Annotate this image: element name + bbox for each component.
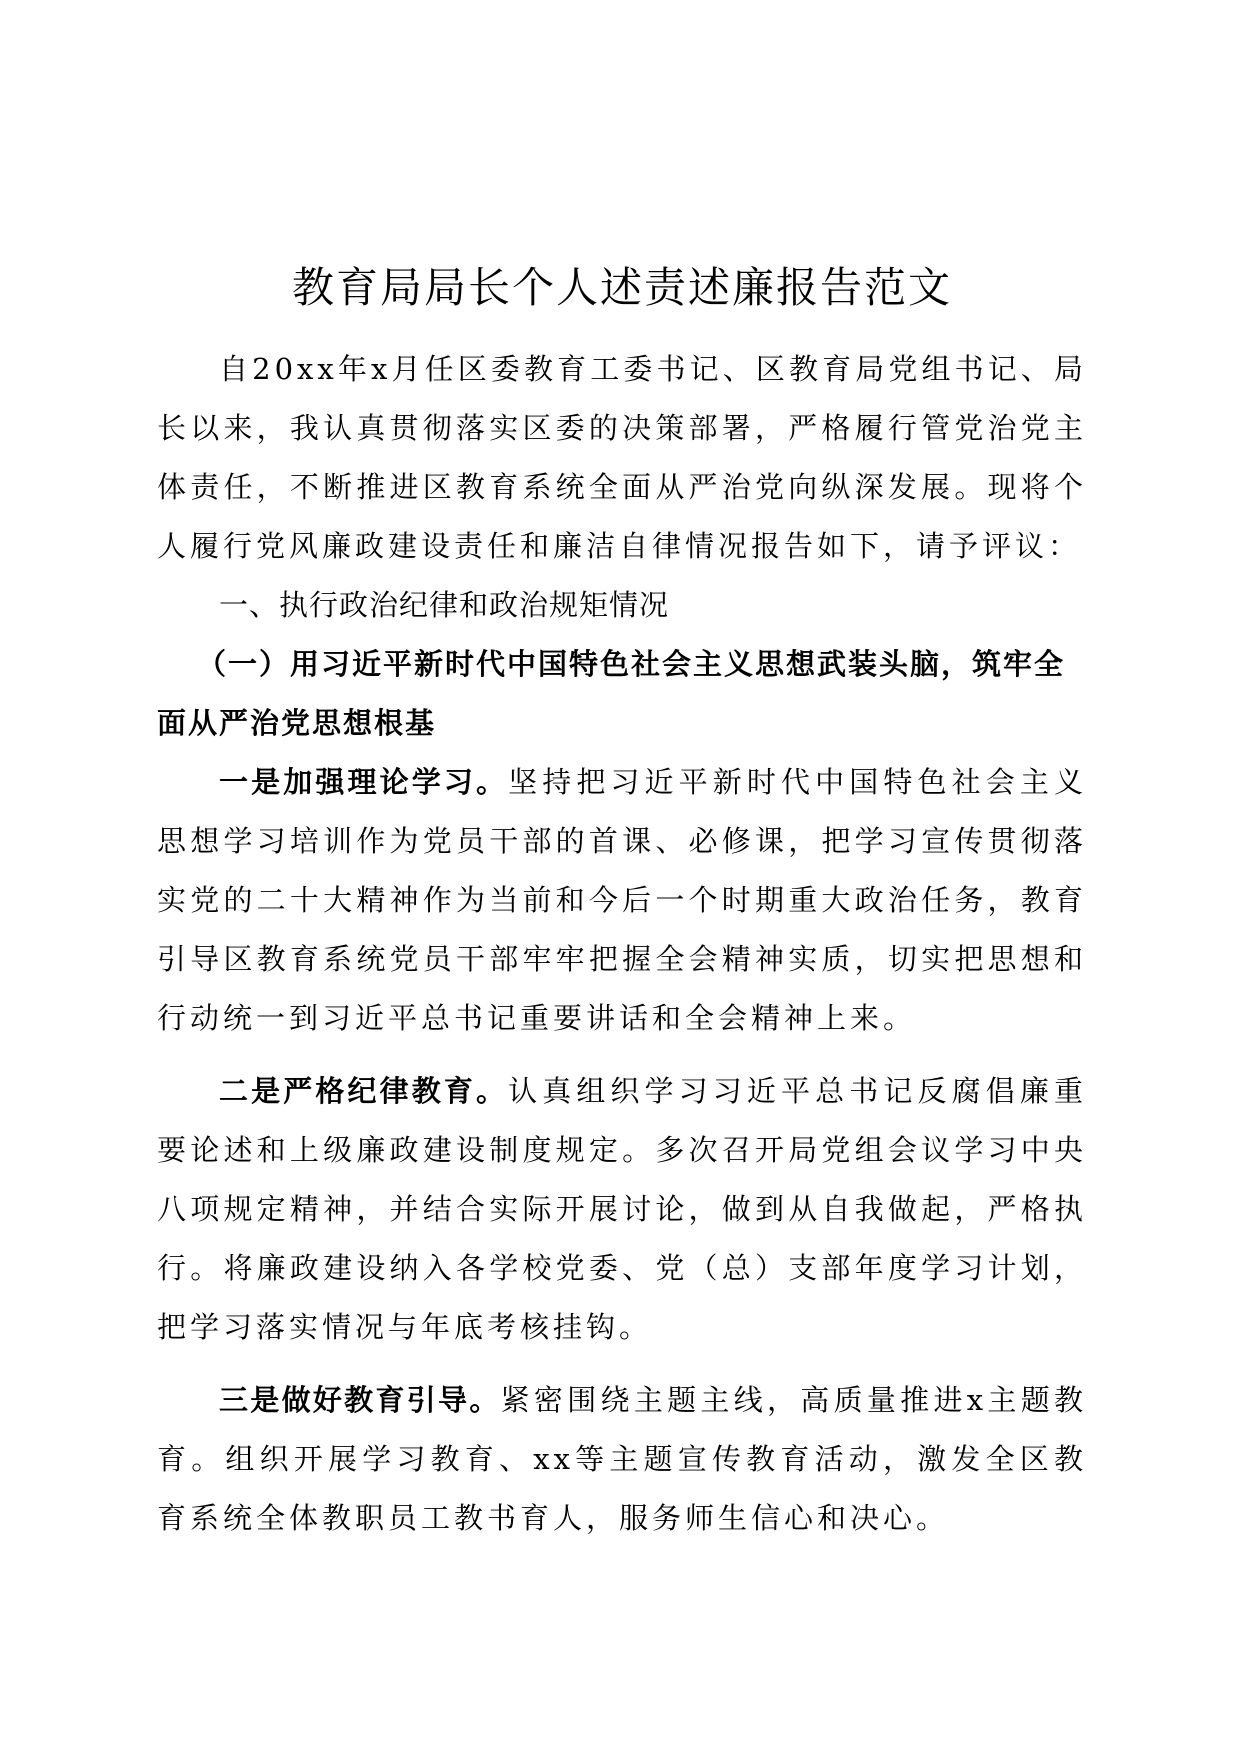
item-lead: 一是加强理论学习。	[219, 765, 509, 799]
subsection-heading: （一）用习近平新时代中国特色社会主义思想武装头脑，筑牢全面从严治党思想根基	[157, 647, 1066, 740]
item-lead: 三是做好教育引导。	[219, 1383, 501, 1417]
document-title: 教育局局长个人述责述廉报告范文	[291, 263, 952, 312]
item-paragraph	[157, 1062, 1087, 1357]
item-paragraph	[157, 1371, 1087, 1548]
intro-paragraph: 自20xx年x月任区委教育工委书记、区教育局党组书记、局长以来，我认真贯彻落实区委的决策部署，严格履行管党治党主体责任，不断推进区教育系统全面从严治党向纵深发展。现将个人履行党风廉政建设责任和廉洁自律情况报告如下，请予评议：	[157, 352, 1087, 563]
section-heading: 一、执行政治纪律和政治规矩情况	[219, 588, 670, 622]
item-paragraph	[157, 753, 1087, 1048]
item-body: 紧密围绕主题主线，高质量推进x主题教育。组织开展学习教育、xx等主题宣传教育活动，激发全区教育系统全体教职员工教书育人，服务师生信心和决心。	[157, 1383, 1087, 1535]
item-body: 认真组织学习习近平总书记反腐倡廉重要论述和上级廉政建设制度规定。多次召开局党组会议学习中央八项规定精神，并结合实际开展讨论，做到从自我做起，严格执行。将廉政建设纳入各学校党委、党（总）支部年度学习计划，把学习落实情况与年底考核挂钩。	[157, 1074, 1087, 1344]
document-body	[157, 258, 1087, 1548]
item-lead: 二是严格纪律教育。	[219, 1074, 509, 1108]
item-body: 坚持把习近平新时代中国特色社会主义思想学习培训作为党员干部的首课、必修课，把学习宣传贯彻落实党的二十大精神作为当前和今后一个时期重大政治任务，教育引导区教育系统党员干部牢牢把握全会精神实质，切实把思想和行动统一到习近平总书记重要讲话和全会精神上来。	[157, 765, 1087, 1035]
